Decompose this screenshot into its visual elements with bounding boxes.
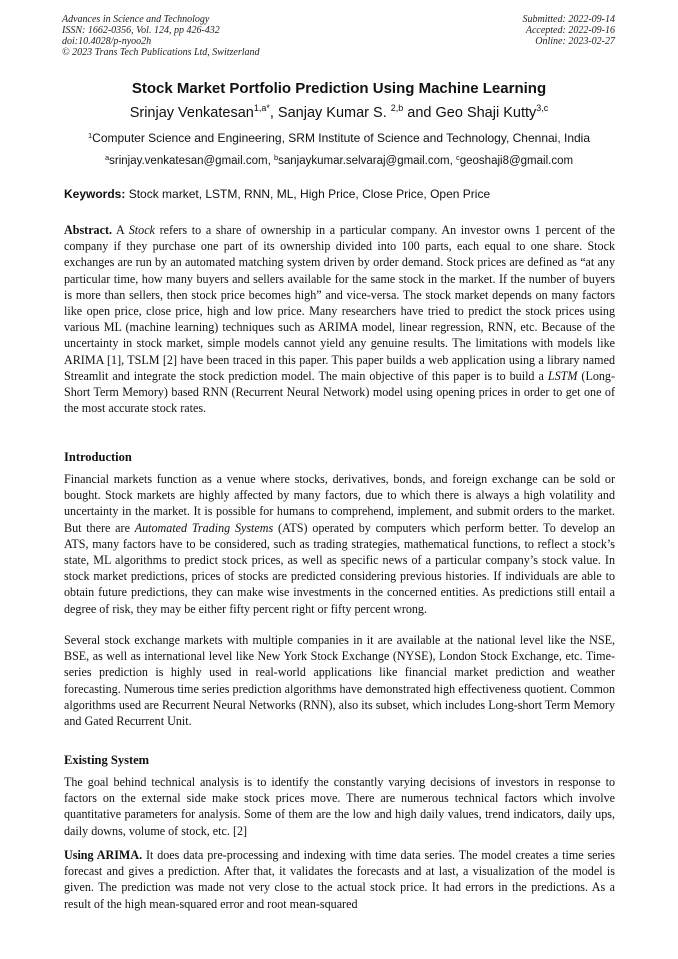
section-heading-existing-system: Existing System [64,753,150,767]
abstract-text: (Long-Short Term Memory) based RNN (Recurrent Neural Network) model using opening prices in order to get one of the most accurate stock rates. [64,368,616,416]
journal-issn: ISSN: 1662-0356, Vol. 124, pp 426-432 [62,25,220,36]
keywords-text: Stock market, LSTM, RNN, ML, High Price, Close Price, Open Price [125,187,491,201]
paragraph [64,847,615,912]
email-sup: c [456,153,460,162]
introduction-paragraph-1 [64,471,615,617]
author-name: Srinjay Venkatesan [129,105,254,121]
online-date: Online: 2023-02-27 [535,36,615,47]
paragraph: The goal behind technical analysis is to identify the constantly varying decisions of investors in response to factors on the external side make stock prices move. There are numerous technical factors which involve quantitative parameters for analysis. Some of them are the low and high daily values, trend indicators, daily ups, daily downs, volume of stock, etc. [2] [64,775,615,838]
email-link[interactable]: srinjay.venkatesan@gmail.com [109,155,268,167]
author-list [0,103,678,121]
author-sep: and [403,105,436,121]
affiliation [0,131,678,145]
paragraph-text: It does data pre-processing and indexing with time data series. The model creates a time series forecast and gives a prediction. After that, it validates the forecasts and at last, a visualization of the model is given. The prediction was made not very close to the actual stock price. It had errors in the predictions. As a result of the high mean-squared error and root mean-squared [64,848,615,911]
author-sup: 2,b [390,103,404,113]
abstract [64,222,615,416]
paragraph [64,471,615,617]
email-sep: , [267,155,274,167]
email-list [0,153,678,167]
paragraph-text: (ATS) operated by computers which perform better. To develop an ATS, many factors have to be considered, such as trading strategies, mathematical functions, to reflect a stock’s state, ML algorithms to predict stock prices, as well as specific news of a particular company’s stock value. In stock market predictions, prices of stocks are predicted considering previous histories. If individuals are able to obtain future predictions, they can make wise investments in the concerned entities. As predictions still entail a degree of risk, they may be either fifty percent right or fifty percent wrong. [64,520,615,616]
keywords [64,187,624,201]
affiliation-text: Computer Science and Engineering, SRM Institute of Science and Technology, Chennai, India [92,131,591,145]
author-name: Sanjay Kumar S. [277,105,391,121]
keywords-label: Keywords: [64,187,126,201]
abstract-italic: LSTM [547,368,578,383]
abstract-paragraph [64,222,615,416]
email-sup: b [273,153,279,162]
journal-name: Advances in Science and Technology [62,14,210,25]
author-sup: 1,a* [253,103,270,113]
paragraph-italic: Automated Trading Systems [134,520,274,535]
paper-title: Stock Market Portfolio Prediction Using Machine Learning [131,80,547,97]
abstract-text: A [112,223,129,237]
author-sup: 3,c [536,103,549,113]
paragraph: Several stock exchange markets with multiple companies in it are available at the national level like the NSE, BSE, as well as international level like New York Stock Exchange (NYSE), London Stock Exchange, etc. Time-series prediction is highly used in real-world applications like financial market prediction and weather forecasting. Numerous time series prediction algorithms have demonstrated high effectiveness quotient. Common algorithms used are Recurrent Neural Networks (RNN), also its subset, which includes Long-short Term Memory and Gated Recurrent Unit. [64,633,615,729]
email-link[interactable]: geoshaji8@gmail.com [459,155,574,167]
accepted-date: Accepted: 2022-09-16 [525,25,615,36]
author-name: Geo Shaji Kutty [435,105,537,121]
introduction-paragraph-2 [64,632,615,729]
paragraph-text: Financial markets function as a venue where stocks, derivatives, bonds, and foreign exchange can be sold or bought. Stock markets are highly affected by many factors, due to which there is always a high volatility and uncertainty in the market. It is possible for humans to comprehend, implement, and submit orders to the market. But there are [64,472,615,535]
author-sep: , [269,105,278,121]
arima-paragraph [64,847,615,912]
arima-label: Using ARIMA. [64,848,143,862]
submitted-date: Submitted: 2022-09-14 [522,14,615,25]
journal-copyright: © 2023 Trans Tech Publications Ltd, Switzerland [62,47,260,58]
abstract-italic: Stock [128,223,155,237]
abstract-text: refers to a share of ownership in a particular company. An investor owns 1 percent of the company if they purchase one part of its ownership divided into 100 parts, each equal to one share. Stock exchanges are run by an automated matching system driven by order demand. Stock prices are defined as “at any particular time, how many buyers and sellers available for the same stock in the market. If the number of buyers is more than sellers, then stock price becomes high” and vice-versa. The stock market depends on many factors like open price, close price, high and low price. Many researchers have tried to predict the stock prices using various ML (machine learning) techniques such as ARIMA model, linear regression, RNN, etc. Because of the uncertainty in stock market, simple models cannot yield any genuine results. The limitations with models like ARIMA [1], TSLM [2] have been traced in this paper. This paper builds a web application using a library named Streamlit and integrate the stock prediction model. The main objective of this paper is to build a [64,223,615,383]
email-sup: a [104,153,110,162]
existing-system-paragraph [64,774,615,839]
submission-dates [523,14,616,47]
journal-doi: doi:10.4028/p-nyoo2h [62,36,152,47]
email-sep: , [449,155,456,167]
email-link[interactable]: sanjaykumar.selvaraj@gmail.com [278,155,450,167]
affiliation-sup: 1 [87,131,93,140]
section-heading-introduction: Introduction [64,450,132,464]
journal-info [62,14,260,58]
abstract-label: Abstract. [64,223,113,237]
